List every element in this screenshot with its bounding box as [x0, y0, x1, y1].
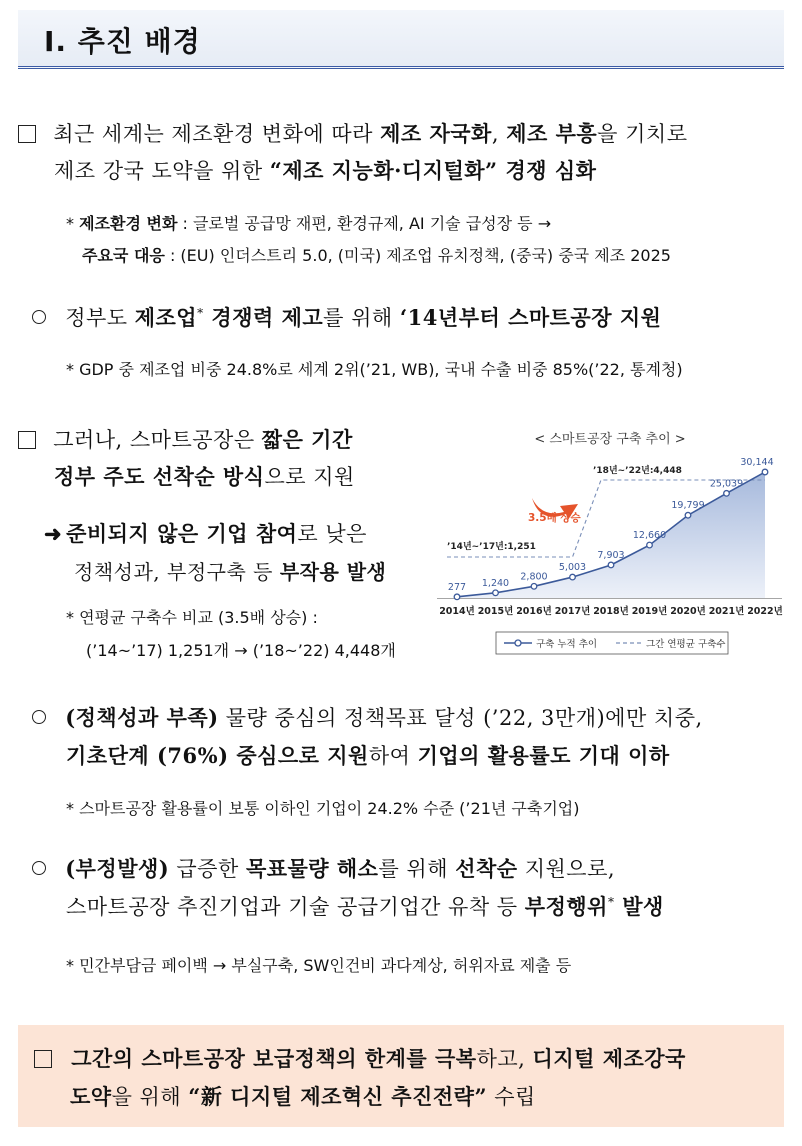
note-key: 제조환경 변화: [79, 214, 178, 233]
conclusion-line-2: [70, 1081, 536, 1111]
emph: 목표물량 해소: [245, 856, 379, 881]
x-tick-label: 2015년: [477, 606, 514, 617]
data-label: 30,144: [740, 457, 774, 468]
data-point: [647, 542, 653, 548]
arrow-right-icon: ➜: [44, 521, 63, 546]
data-point: [762, 469, 768, 475]
text: 을 위해: [111, 1085, 189, 1109]
footnote-mark: *: [197, 306, 204, 320]
paragraph-3-line-1: [18, 424, 353, 454]
text: 로 낮은: [297, 522, 367, 546]
emph: 그간의 스마트공장 보급정책의 한계를 극복: [71, 1046, 477, 1071]
note-1-line-2: [82, 243, 671, 266]
paragraph-5-line-2: [66, 891, 664, 921]
data-label: 25,039: [709, 478, 744, 490]
text: 수립: [487, 1085, 536, 1109]
emph: 경쟁력 제고: [203, 305, 324, 330]
text: 급증한: [169, 857, 246, 881]
paragraph-2: [32, 302, 661, 332]
square-bullet-icon: [34, 1050, 52, 1068]
circle-bullet-icon: [32, 310, 46, 324]
square-bullet-icon: [18, 431, 36, 449]
note-key: 주요국 대응: [82, 246, 165, 265]
emph: (정책성과 부족): [65, 705, 219, 730]
emph: (부정발생): [65, 856, 170, 881]
data-label: 19,799: [671, 500, 705, 512]
footnote-mark: *: [607, 895, 615, 909]
emph: 부작용 발생: [279, 560, 387, 584]
text: ,: [491, 122, 507, 146]
emph: 발생: [614, 894, 664, 919]
data-point: [454, 594, 460, 600]
text: 제조 강국 도약을 위한: [54, 159, 270, 183]
paragraph-4-line-1: [32, 702, 703, 732]
text: 하고,: [476, 1047, 533, 1071]
conclusion-box: [18, 1025, 784, 1127]
data-point: [531, 583, 537, 589]
legend-marker-swatch: [515, 640, 521, 646]
x-tick-label: 2016년: [516, 606, 552, 617]
data-point: [724, 491, 730, 497]
text: 지원으로,: [517, 857, 616, 881]
emph: “제조 지능화·디지털화” 경쟁 심화: [269, 158, 597, 183]
x-tick-label: 2020년: [670, 606, 706, 617]
circle-bullet-icon: [32, 710, 46, 724]
text: 그러나, 스마트공장은: [53, 428, 262, 452]
paragraph-4-line-2: [66, 740, 670, 770]
emph: 디지털 제조강국: [532, 1046, 686, 1071]
emph: 제조업: [134, 305, 198, 330]
emph: 선착순: [455, 856, 518, 881]
conclusion-line-1: [34, 1043, 686, 1073]
text: 물량 중심의 정책목표 달성 (’22, 3만개)에만 치중,: [218, 706, 703, 730]
x-tick-label: 2022년: [747, 606, 783, 617]
emph: 기초단계 (76%) 중심으로 지원: [66, 743, 369, 768]
paragraph-3-line-4: [74, 556, 386, 585]
data-label: 277: [447, 581, 467, 593]
emph: 짧은 기간: [261, 427, 353, 452]
square-bullet-icon: [18, 125, 36, 143]
x-tick-label: 2014년: [439, 606, 475, 617]
emph: 준비되지 않은 기업 참여: [66, 521, 298, 546]
emph: 기업의 활용률도 기대 이하: [417, 743, 670, 768]
smart-factory-chart: [432, 420, 788, 660]
text: 을 기치로: [597, 122, 688, 146]
text: 를 위해: [378, 857, 456, 881]
title-box: [18, 10, 784, 69]
data-point: [608, 562, 614, 568]
text: 하여: [368, 744, 418, 768]
data-point: [493, 590, 499, 596]
paragraph-1-line-1: [18, 118, 687, 148]
emph: 부정행위: [524, 894, 608, 919]
x-tick-label: 2021년: [708, 606, 745, 617]
chart-title: < 스마트공장 구축 추이 >: [534, 432, 686, 447]
note-3-line-2: (’14~’17) 1,251개 → (’18~’22) 4,448개: [86, 641, 396, 660]
text: 정책성과, 부정구축 등: [74, 560, 280, 584]
data-label: 5,003: [558, 562, 587, 574]
note-4: * 스마트공장 활용률이 보통 이하인 기업이 24.2% 수준 (’21년 구축기업): [66, 799, 580, 818]
note-value: : (EU) 인더스트리 5.0, (미국) 제조업 유치정책, (중국) 중국 제조 2025: [164, 246, 671, 265]
data-label: 12,660: [632, 530, 667, 542]
note-value: : 글로벌 공급망 재편, 환경규제, AI 기술 급성장 등 →: [177, 214, 552, 233]
emph: 제조 부흥: [506, 121, 598, 146]
note-1-line-1: * 제조환경 변화 : 글로벌 공급망 재편, 환경규제, AI 기술 급성장 등 →: [66, 214, 552, 233]
text: 정부도: [65, 306, 135, 330]
emph: 정부 주도 선착순 방식: [54, 464, 265, 489]
note-5: * 민간부담금 페이백 → 부실구축, SW인건비 과다계상, 허위자료 제출 등: [66, 956, 572, 975]
growth-annotation: 3.5배 상승: [528, 512, 581, 524]
average-label-2018-2022: ’18년~’22년:4,448: [593, 466, 682, 476]
text: 를 위해: [323, 306, 400, 330]
paragraph-3-line-3: [44, 518, 367, 548]
circle-bullet-icon: [32, 861, 46, 875]
text: 최근 세계는 제조환경 변화에 따라: [53, 122, 381, 146]
emph: ‘14년부터 스마트공장 지원: [399, 305, 662, 330]
note-2: * GDP 중 제조업 비중 24.8%로 세계 2위(’21, WB), 국내 수출 비중 85%(’22, 통계청): [66, 360, 683, 379]
paragraph-5-line-1: [32, 853, 615, 883]
data-label: 2,800: [520, 571, 548, 583]
legend-label-cumulative: 구축 누적 추이: [536, 639, 598, 650]
average-label-2014-2017: ’14년~’17년:1,251: [447, 542, 536, 552]
data-label: 1,240: [481, 577, 510, 589]
emph: 제조 자국화: [380, 121, 492, 146]
paragraph-1-line-2: [54, 155, 596, 185]
text: 으로 지원: [264, 465, 355, 489]
x-tick-label: 2019년: [631, 606, 668, 617]
text: 스마트공장 추진기업과 기술 공급기업간 유착 등: [66, 895, 525, 919]
emph: “新 디지털 제조혁신 추진전략”: [188, 1084, 488, 1109]
emph: 도약: [70, 1084, 112, 1109]
page-title: Ⅰ. 추진 배경: [44, 25, 201, 58]
data-point: [570, 574, 576, 580]
paragraph-3-line-2: [54, 461, 355, 491]
note-3-line-1: * 연평균 구축수 비교 (3.5배 상승) :: [66, 608, 318, 627]
x-tick-label: 2017년: [554, 606, 591, 617]
data-label: 7,903: [597, 549, 625, 561]
data-point: [685, 512, 691, 518]
legend-label-average: 그간 연평균 구축수: [646, 639, 726, 650]
x-tick-label: 2018년: [593, 606, 629, 617]
